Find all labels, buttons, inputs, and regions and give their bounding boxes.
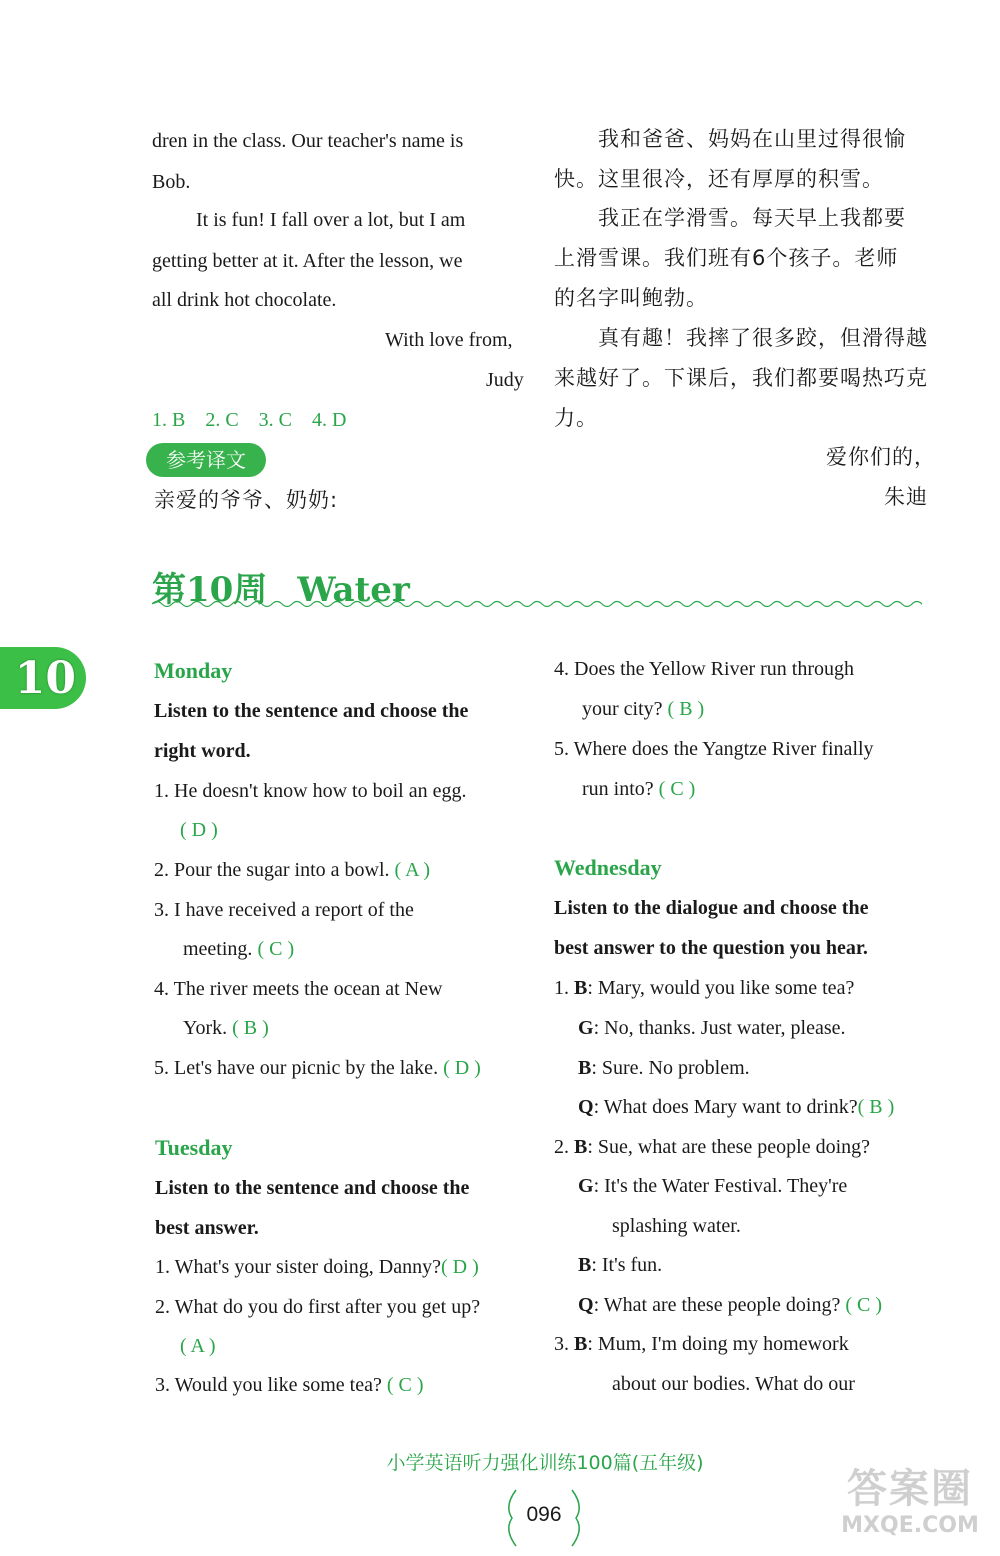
translation-closing: 爱你们的， xyxy=(826,445,936,469)
letter-line: Bob. xyxy=(152,171,191,193)
dialogue-text: : It's the Water Festival. They're xyxy=(593,1175,848,1197)
dialogue-line xyxy=(578,1095,894,1119)
dialogue-text: : Sure. No problem. xyxy=(591,1057,750,1079)
dialogue-text: about our bodies. What do our xyxy=(612,1373,855,1395)
week-tab-number: 10 xyxy=(14,653,76,704)
item-number: 1. xyxy=(554,977,569,999)
question-item xyxy=(582,777,695,801)
translation-line: 我正在学滑雪。每天早上我都要 xyxy=(598,206,906,230)
dialogue-line xyxy=(612,1372,855,1396)
question-text: your city? xyxy=(582,698,663,720)
speaker: B xyxy=(574,977,588,999)
letter-line: all drink hot chocolate. xyxy=(152,289,337,311)
question-text: 2. Pour the sugar into a bowl. xyxy=(154,859,390,881)
question-item xyxy=(554,657,854,681)
translation-line: 我和爸爸、妈妈在山里过得很愉 xyxy=(598,127,906,151)
reference-translation-badge: 参考译文 xyxy=(146,443,266,477)
question-text: York. xyxy=(183,1017,228,1039)
dialogue-text: : What are these people doing? xyxy=(593,1294,841,1316)
answer-mark: ( D ) xyxy=(443,1057,481,1079)
translation-line: 力。 xyxy=(554,406,598,430)
question-text: run into? xyxy=(582,778,654,800)
instruction: best answer to the question you hear. xyxy=(554,937,868,959)
item-number: 2. xyxy=(554,1136,569,1158)
dialogue-line xyxy=(554,1135,870,1159)
dialogue-text: : No, thanks. Just water, please. xyxy=(593,1017,846,1039)
week-tab xyxy=(0,647,86,709)
instruction: best answer. xyxy=(155,1217,259,1239)
question-text: 4. Does the Yellow River run through xyxy=(554,658,854,680)
question-item xyxy=(155,1295,480,1319)
dialogue-line xyxy=(578,1253,662,1277)
answer-mark: ( D ) xyxy=(180,819,218,841)
day-heading-wednesday: Wednesday xyxy=(554,855,662,880)
day-heading-tuesday: Tuesday xyxy=(155,1135,233,1160)
question-item xyxy=(154,977,442,1001)
question-item xyxy=(154,1056,481,1080)
instruction: Listen to the dialogue and choose the xyxy=(554,897,869,919)
answer-key: 1. B 2. C 3. C 4. D xyxy=(152,409,347,431)
answer-mark: ( B ) xyxy=(857,1096,895,1118)
dialogue-line xyxy=(578,1016,846,1040)
translation-line: 快。这里很冷，还有厚厚的积雪。 xyxy=(554,167,884,191)
question-text: 4. The river meets the ocean at New xyxy=(154,978,443,1000)
question-item xyxy=(154,858,430,882)
answer-mark: ( C ) xyxy=(386,1374,424,1396)
dialogue-line xyxy=(612,1214,741,1238)
week-topic: Water xyxy=(297,570,410,610)
translation-salutation: 亲爱的爷爷、奶奶: xyxy=(154,488,339,512)
question-item xyxy=(154,898,414,922)
letter-closing: With love from, xyxy=(385,329,513,351)
book-title: 小学英语听力强化训练100篇(五年级) xyxy=(386,1452,704,1474)
instruction: Listen to the sentence and choose the xyxy=(154,700,469,722)
speaker: B xyxy=(574,1333,588,1355)
question-text: meeting. xyxy=(183,938,253,960)
speaker: Q xyxy=(578,1096,594,1118)
question-item xyxy=(155,1373,424,1397)
question-text: 5. Where does the Yangtze River finally xyxy=(554,738,874,760)
answer-mark: ( D ) xyxy=(440,1256,479,1278)
letter-line: getting better at it. After the lesson, we xyxy=(152,250,463,272)
dialogue-text: : Mum, I'm doing my homework xyxy=(587,1333,849,1355)
question-item xyxy=(183,937,294,961)
speaker: B xyxy=(578,1254,592,1276)
answer-mark: ( C ) xyxy=(257,938,295,960)
dialogue-text: : It's fun. xyxy=(591,1254,663,1276)
question-item xyxy=(582,697,704,721)
answer-mark: ( A ) xyxy=(394,859,431,881)
answer-mark: ( B ) xyxy=(667,698,705,720)
question-item xyxy=(554,737,874,761)
translation-line: 来越好了。下课后，我们都要喝热巧克 xyxy=(554,366,928,390)
week-number: 第10周 xyxy=(152,570,268,610)
dialogue-line xyxy=(578,1293,882,1317)
dialogue-text: splashing water. xyxy=(612,1215,741,1237)
instruction: right word. xyxy=(154,740,251,762)
dialogue-line xyxy=(554,976,854,1000)
dialogue-text: : Sue, what are these people doing? xyxy=(587,1136,871,1158)
speaker: B xyxy=(574,1136,588,1158)
speaker: G xyxy=(578,1175,594,1197)
dialogue-text: : Mary, would you like some tea? xyxy=(587,977,855,999)
question-item xyxy=(183,1016,269,1040)
question-text: 5. Let's have our picnic by the lake. xyxy=(154,1057,439,1079)
question-item xyxy=(180,1334,216,1358)
item-number: 3. xyxy=(554,1333,569,1355)
question-text: 1. What's your sister doing, Danny? xyxy=(155,1256,441,1278)
question-item xyxy=(155,1255,479,1279)
question-text: 1. He doesn't know how to boil an egg. xyxy=(154,780,467,802)
speaker: G xyxy=(578,1017,594,1039)
day-heading-monday: Monday xyxy=(154,658,233,683)
answer-mark: ( C ) xyxy=(658,778,696,800)
translation-line: 真有趣！我摔了很多跤，但滑得越 xyxy=(598,326,928,350)
watermark-url: MXQE.COM xyxy=(841,1513,979,1538)
question-item xyxy=(154,779,466,803)
watermark-logo xyxy=(825,1466,995,1551)
dialogue-line xyxy=(554,1332,849,1356)
instruction: Listen to the sentence and choose the xyxy=(155,1177,470,1199)
dialogue-text: : What does Mary want to drink? xyxy=(593,1096,858,1118)
answer-mark: ( B ) xyxy=(232,1017,269,1039)
question-text: 3. Would you like some tea? xyxy=(155,1374,382,1396)
page-number: 096 xyxy=(526,1503,562,1526)
letter-line: dren in the class. Our teacher's name is xyxy=(152,130,464,152)
translation-signature: 朱迪 xyxy=(884,485,928,509)
watermark-text: 答案圈 xyxy=(847,1466,973,1512)
question-text: 3. I have received a report of the xyxy=(154,899,414,921)
dialogue-line xyxy=(578,1056,750,1080)
question-text: 2. What do you do first after you get up? xyxy=(155,1296,481,1318)
speaker: B xyxy=(578,1057,592,1079)
letter-signature: Judy xyxy=(486,369,524,391)
answer-mark: ( C ) xyxy=(845,1294,882,1316)
speaker: Q xyxy=(578,1294,594,1316)
dialogue-line xyxy=(578,1174,847,1198)
letter-line: It is fun! I fall over a lot, but I am xyxy=(196,209,466,231)
wavy-divider xyxy=(152,598,922,610)
question-item xyxy=(180,818,218,842)
translation-line: 上滑雪课。我们班有6个孩子。老师 xyxy=(554,246,899,270)
translation-line: 的名字叫鲍勃。 xyxy=(554,286,708,310)
answer-mark: ( A ) xyxy=(180,1335,216,1357)
